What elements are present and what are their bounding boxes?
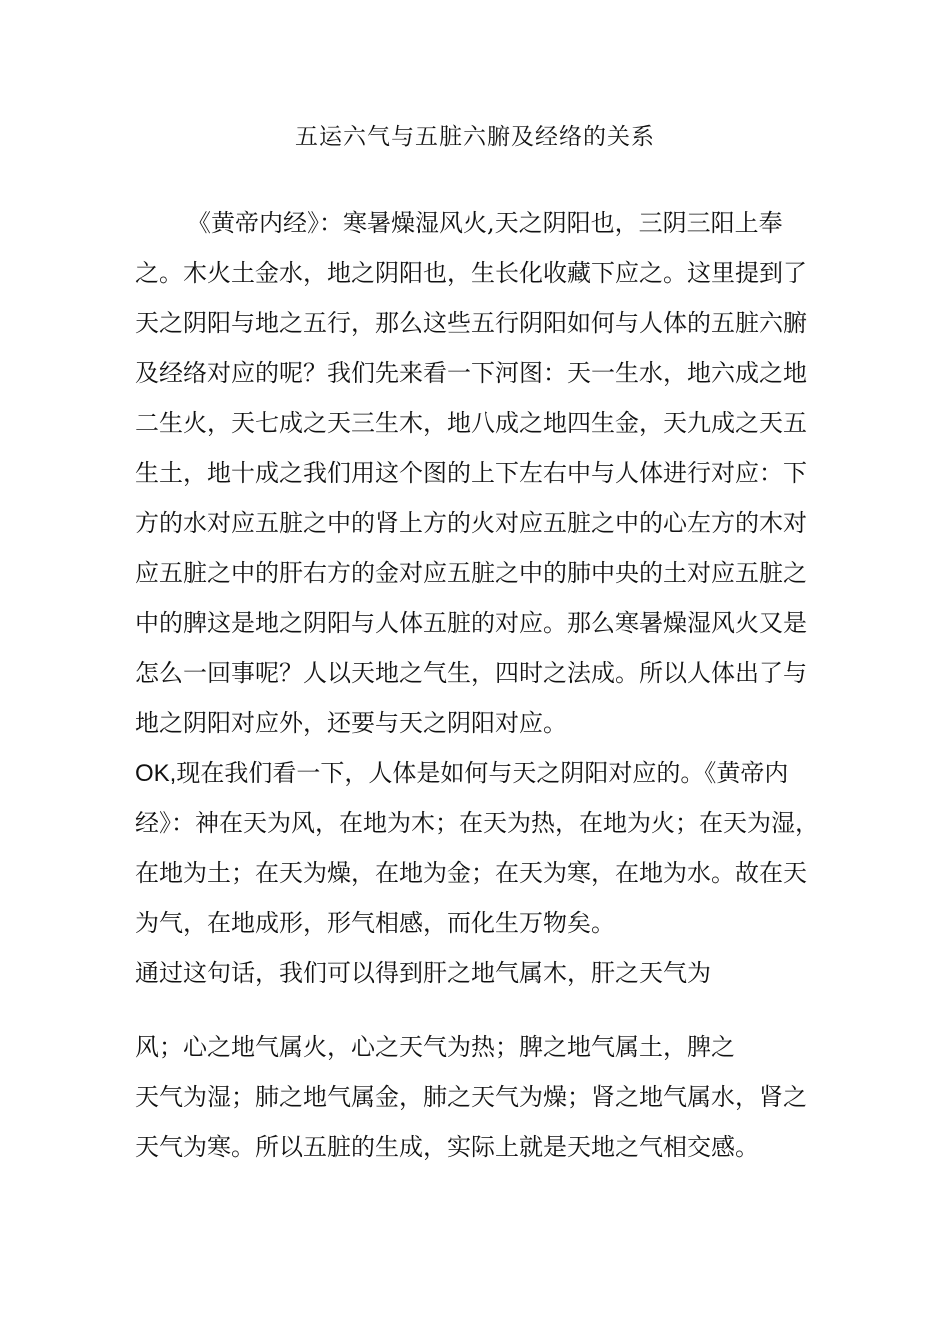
text-line: 通过这句话，我们可以得到肝之地气属木，肝之天气为: [135, 959, 711, 987]
text-line: 天气为湿；肺之地气属金，肺之天气为燥；肾之地气属水，肾之: [135, 1083, 807, 1111]
text-line: 风；心之地气属火，心之天气为热；脾之地气属土，脾之: [135, 1033, 735, 1061]
paragraph-3: [135, 1022, 815, 1172]
text-line: 方的水对应五脏之中的肾上方的火对应五脏之中的心左方的木对: [135, 509, 807, 537]
text-line: 为气，在地成形，形气相感，而化生万物矣。: [135, 909, 615, 937]
text-line: 之。木火土金水，地之阴阳也，生长化收藏下应之。这里提到了: [135, 259, 807, 287]
text-line-content: 现在我们看一下，人体是如何与天之阴阳对应的。《黄帝内: [176, 759, 789, 787]
text-line: 怎么一回事呢？人以天地之气生，四时之法成。所以人体出了与: [135, 659, 807, 687]
paragraph-lead: OK,: [135, 760, 177, 787]
document-title: 五运六气与五脏六腑及经络的关系: [295, 124, 655, 150]
text-line: 经》：神在天为风，在地为木；在天为热，在地为火；在天为湿，: [135, 809, 819, 837]
text-line: 在地为土；在天为燥，在地为金；在天为寒，在地为水。故在天: [135, 859, 807, 887]
paragraph-1: [135, 198, 815, 748]
text-line: 中的脾这是地之阴阳与人体五脏的对应。那么寒暑燥湿风火又是: [135, 609, 807, 637]
text-line: [135, 748, 815, 798]
text-line: 天气为寒。所以五脏的生成，实际上就是天地之气相交感。: [135, 1133, 759, 1161]
text-line: 应五脏之中的肝右方的金对应五脏之中的肺中央的土对应五脏之: [135, 559, 807, 587]
text-line: 二生火，天七成之天三生木，地八成之地四生金，天九成之天五: [135, 409, 807, 437]
text-line: 《黄帝内经》：寒暑燥湿风火,天之阴阳也，三阴三阳上奉: [187, 209, 783, 237]
text-line: 天之阴阳与地之五行，那么这些五行阴阳如何与人体的五脏六腑: [135, 309, 807, 337]
text-line: 及经络对应的呢？我们先来看一下河图：天一生水，地六成之地: [135, 359, 807, 387]
text-line: 地之阴阳对应外，还要与天之阴阳对应。: [135, 709, 567, 737]
paragraph-2: [135, 748, 819, 998]
text-line: 生土，地十成之我们用这个图的上下左右中与人体进行对应：下: [135, 459, 807, 487]
